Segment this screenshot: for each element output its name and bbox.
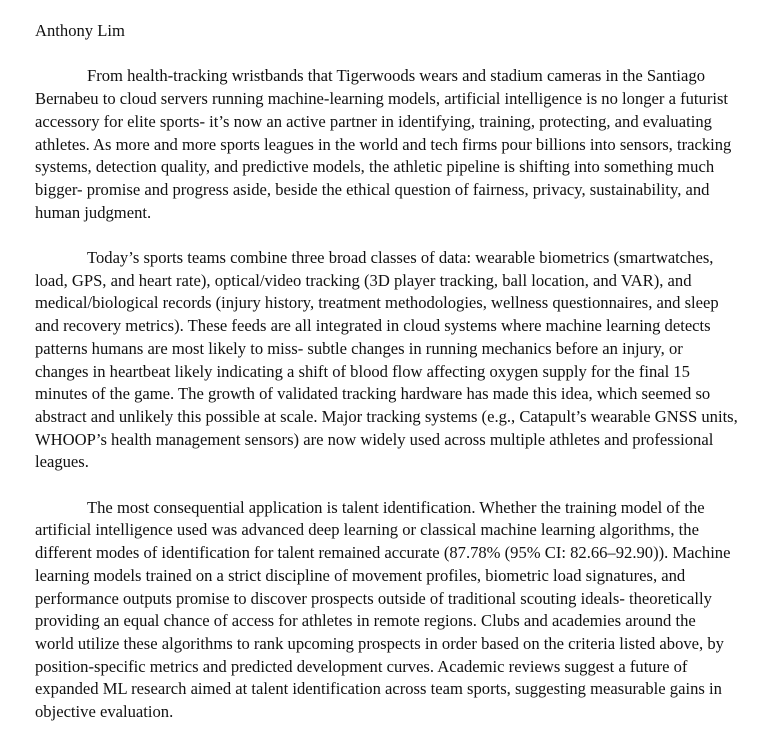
- paragraph-data-classes: Today’s sports teams combine three broad classes of data: wearable biometrics (smartwatches, load, GPS, and heart rate), optical/video tracking (3D player tracking, ball location, and VAR), and medical/biological records (injury history, treatment methodologies, wellness questionnaires, and sleep and recovery metrics). These feeds are all integrated in cloud systems where machine learning detects patterns humans are most likely to miss- subtle changes in running mechanics before an injury, or changes in heartbeat likely indicating a shift of blood flow affecting oxygen supply for the final 15 minutes of the game. The growth of validated tracking hardware has made this idea, which seemed so abstract and unlikely this possible at scale. Major tracking systems (e.g., Catapult’s wearable GNSS units, WHOOP’s health management sensors) are now widely used across multiple athletes and professional leagues.: [35, 248, 738, 472]
- author-name: Anthony Lim: [35, 21, 125, 40]
- paragraph-intro: From health-tracking wristbands that Tigerwoods wears and stadium cameras in the Santiago Bernabeu to cloud servers running machine-learning models, artificial intelligence is no longer a futurist accessory for elite sports- it’s now an active partner in identifying, training, protecting, and evaluating athletes. As more and more sports leagues in the world and tech firms pour billions into sensors, tracking systems, detection quality, and predictive models, the athletic pipeline is shifting into something much bigger- promise and progress aside, beside the ethical question of fairness, privacy, sustainability, and human judgment.: [35, 66, 732, 222]
- paragraph-talent-identification: The most consequential application is talent identification. Whether the training model of the artificial intelligence used was advanced deep learning or classical machine learning algorithms, the different modes of identification for talent remained accurate (87.78% (95% CI: 82.66–92.90)). Machine learning models trained on a strict discipline of movement profiles, biometric load signatures, and performance outputs promise to discover prospects outside of traditional scouting ideals- theoretically providing an equal chance of access for athletes in remote regions. Clubs and academies around the world utilize these algorithms to rank upcoming prospects in order based on the criteria listed above, by position-specific metrics and predicted development curves. Academic reviews suggest a future of expanded ML research aimed at talent identification across team sports, suggesting measurable gains in objective evaluation.: [35, 497, 731, 722]
